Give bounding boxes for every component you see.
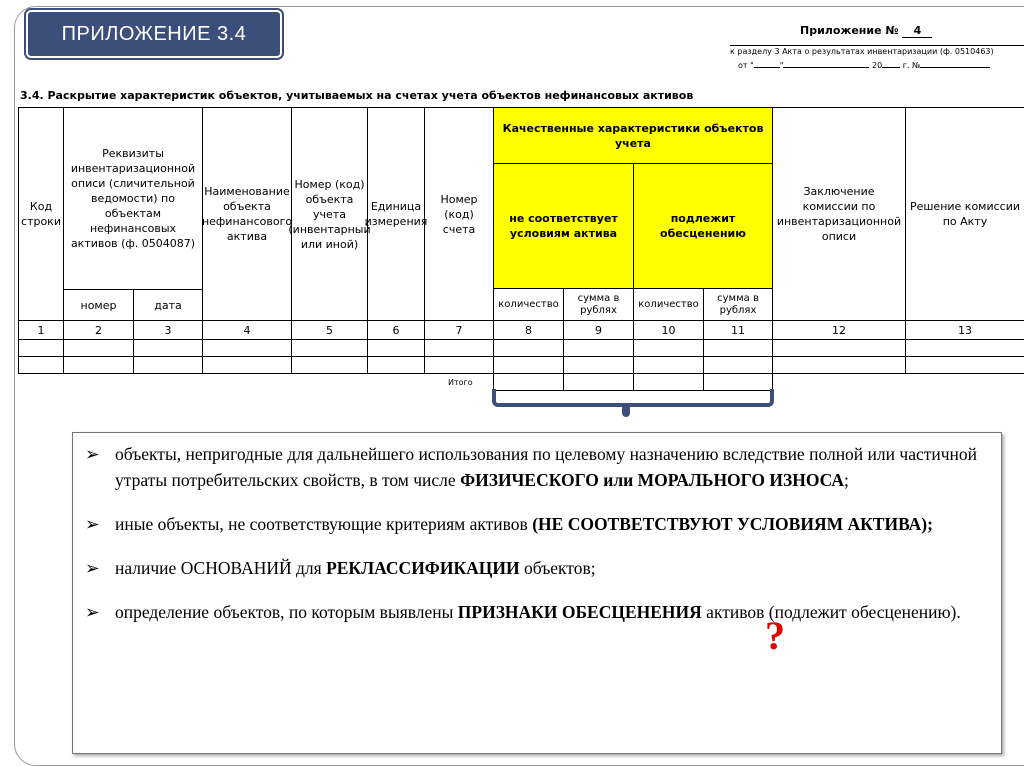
col-number: 11 — [703, 320, 773, 340]
question-mark: ? — [765, 613, 785, 658]
total-label: Итого — [448, 378, 473, 387]
header-qty-2: количество — [633, 288, 704, 321]
appendix-label: Приложение № 4 — [800, 24, 932, 38]
header-unit: Единица измерения — [367, 107, 425, 321]
header-object-code: Номер (код) объекта учета (инвентарный или иной) — [291, 107, 368, 321]
brace-tip — [622, 405, 630, 417]
col-number: 7 — [424, 320, 494, 340]
header-impair: подлежит обесценению — [633, 163, 773, 289]
col-number: 13 — [905, 320, 1024, 340]
inventory-table — [18, 107, 1024, 373]
brace-connector — [492, 389, 774, 407]
arrow-bullet-icon: ➢ — [85, 444, 100, 464]
col-number: 1 — [18, 320, 64, 340]
col-number: 4 — [202, 320, 292, 340]
arrow-bullet-icon: ➢ — [85, 558, 100, 578]
appendix-number: 4 — [902, 24, 932, 38]
header-decision: Решение комиссии по Акту — [905, 107, 1024, 321]
header-not-match: не соответствует условиям актива — [493, 163, 634, 289]
table-row — [18, 356, 1024, 374]
header-data: дата — [133, 289, 203, 321]
col-number: 10 — [633, 320, 704, 340]
header-name: Наименование объекта нефинансового актива — [202, 107, 292, 321]
header-code: Код строки — [18, 107, 64, 321]
col-number: 6 — [367, 320, 425, 340]
col-number: 5 — [291, 320, 368, 340]
col-number: 12 — [772, 320, 906, 340]
slide-title: ПРИЛОЖЕНИЕ 3.4 — [26, 10, 282, 58]
header-requisites: Реквизиты инвентаризационной описи (сличительной ведомости) по объектам нефинансовых активов (ф. 0504087) — [63, 107, 203, 290]
bullet-item: ➢ наличие ОСНОВАНИЙ для РЕКЛАССИФИКАЦИИ объектов; — [85, 555, 989, 581]
arrow-bullet-icon: ➢ — [85, 514, 100, 534]
header-conclusion: Заключение комиссии по инвентаризационной описи — [772, 107, 906, 321]
appendix-section-ref: к разделу 3 Акта о результатах инвентаризации (ф. 0510463) — [730, 45, 1024, 56]
bullet-item: ➢ объекты, непригодные для дальнейшего использования по целевому назначению вследствие полной или частичной утраты потребительских свойств, в том числе ФИЗИЧЕСКОГО или МОРАЛЬНОГО ИЗНОСА; — [85, 441, 989, 493]
bullets-box — [72, 432, 1002, 754]
col-number: 8 — [493, 320, 564, 340]
header-account: Номер (код) счета — [424, 107, 494, 321]
bullet-item: ➢ определение объектов, по которым выявлены ПРИЗНАКИ ОБЕСЦЕНЕНИЯ активов (подлежит обесценению). — [85, 599, 989, 625]
arrow-bullet-icon: ➢ — [85, 602, 100, 622]
header-qty-1: количество — [493, 288, 564, 321]
col-number: 2 — [63, 320, 134, 340]
col-number: 3 — [133, 320, 203, 340]
header-sum-1: сумма в рублях — [563, 288, 634, 321]
header-sum-2: сумма в рублях — [703, 288, 773, 321]
bullet-item: ➢ иные объекты, не соответствующие критериям активов (НЕ СООТВЕТСТВУЮТ УСЛОВИЯМ АКТИВА); — [85, 511, 989, 537]
header-nomer: номер — [63, 289, 134, 321]
col-number: 9 — [563, 320, 634, 340]
section-title: 3.4. Раскрытие характеристик объектов, учитываемых на счетах учета объектов нефинансовых активов — [20, 89, 694, 102]
table-row — [18, 339, 1024, 357]
header-quality: Качественные характеристики объектов учета — [493, 107, 773, 164]
appendix-date-line: от " " 20 г. № — [738, 61, 990, 70]
